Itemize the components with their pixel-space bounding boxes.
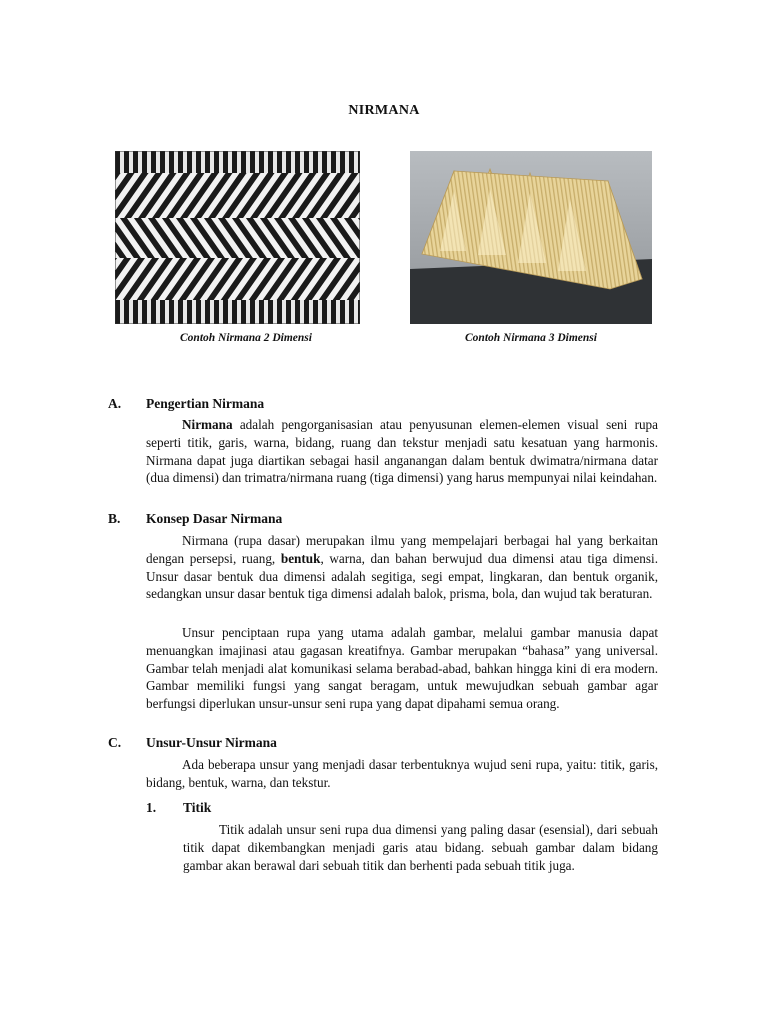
section-c-text: Ada beberapa unsur yang menjadi dasar terbentuknya wujud seni rupa, yaitu: titik, garis, bidang, bentuk, warna, dan tekstur. — [146, 757, 658, 790]
section-c-letter: C. — [108, 735, 122, 750]
subsection-1-paragraph — [183, 821, 658, 874]
section-a-text: adalah pengorganisasian atau penyusunan elemen-elemen visual seni rupa seperti titik, garis, warna, bidang, ruang dan tekstur menjadi satu kesatuan yang harmonis. Nirmana dapat juga diartikan sebagai hasil anganangan dalam bentuk dwimatra/nirmana datar (dua dimensi) dan trimatra/nirmana ruang (tiga dimensi) yang harus mempunyai nilai keindahan. — [146, 417, 658, 486]
figure-2d-caption: Contoh Nirmana 2 Dimensi — [180, 332, 312, 344]
subsection-1-heading: Titik — [183, 800, 212, 815]
nirmana-term: Nirmana — [182, 417, 233, 432]
section-b-paragraph-1 — [146, 532, 658, 603]
bentuk-term: bentuk — [280, 550, 321, 566]
subsection-1-number: 1. — [146, 800, 157, 815]
section-a-paragraph — [146, 416, 658, 487]
section-c-heading: Unsur-Unsur Nirmana — [146, 735, 277, 750]
section-c-paragraph — [146, 756, 658, 792]
section-b-paragraph-2 — [146, 624, 658, 713]
figure-3d-image — [410, 151, 652, 324]
wood-sculpture-illustration — [410, 151, 652, 324]
section-b-text-b: , warna, dan bahan berwujud dua dimensi atau tiga dimensi. Unsur dasar bentuk dua dimensi adalah segitiga, segi empat, lingkaran, dan bentuk organik, sedangkan unsur dasar bentuk tiga dimensi adalah balok, prisma, bola, dan wujud tak beraturan. — [146, 550, 658, 602]
figure-2d-image — [115, 151, 360, 324]
section-b-text-2: Unsur penciptaan rupa yang utama adalah gambar, melalui gambar manusia dapat menuangkan imajinasi atau gagasan kreatifnya. Gambar merupakan “bahasa” yang universal. Gambar telah menjadi alat komunikasi selama berabad-abad, bahkan hingga kini di era modern. Gambar memiliki fungsi yang sangat beragam, untuk mewujudkan sebuah gambar agar berfungsi diperlukan unsur-unsur seni rupa yang dapat dipahami semua orang. — [146, 625, 658, 712]
figure-3d-caption: Contoh Nirmana 3 Dimensi — [465, 332, 597, 344]
section-b-text-a: Nirmana (rupa dasar) merupakan ilmu yang mempelajari berbagai hal yang berkaitan dengan persepsi, ruang, — [146, 533, 658, 566]
section-a-letter: A. — [108, 396, 122, 411]
subsection-1-text: Titik adalah unsur seni rupa dua dimensi yang paling dasar (esensial), dari sebuah titik dapat dikembangkan menjadi garis atau bidang. sebuah gambar dalam bidang gambar akan berawal dari sebuah titik dan berhenti pada sebuah titik juga. — [183, 822, 658, 873]
section-b-letter: B. — [108, 511, 121, 526]
stripe-pattern-illustration — [115, 151, 360, 324]
page-title: NIRMANA — [348, 103, 420, 118]
section-a-heading: Pengertian Nirmana — [146, 396, 265, 411]
section-b-heading: Konsep Dasar Nirmana — [146, 511, 283, 526]
